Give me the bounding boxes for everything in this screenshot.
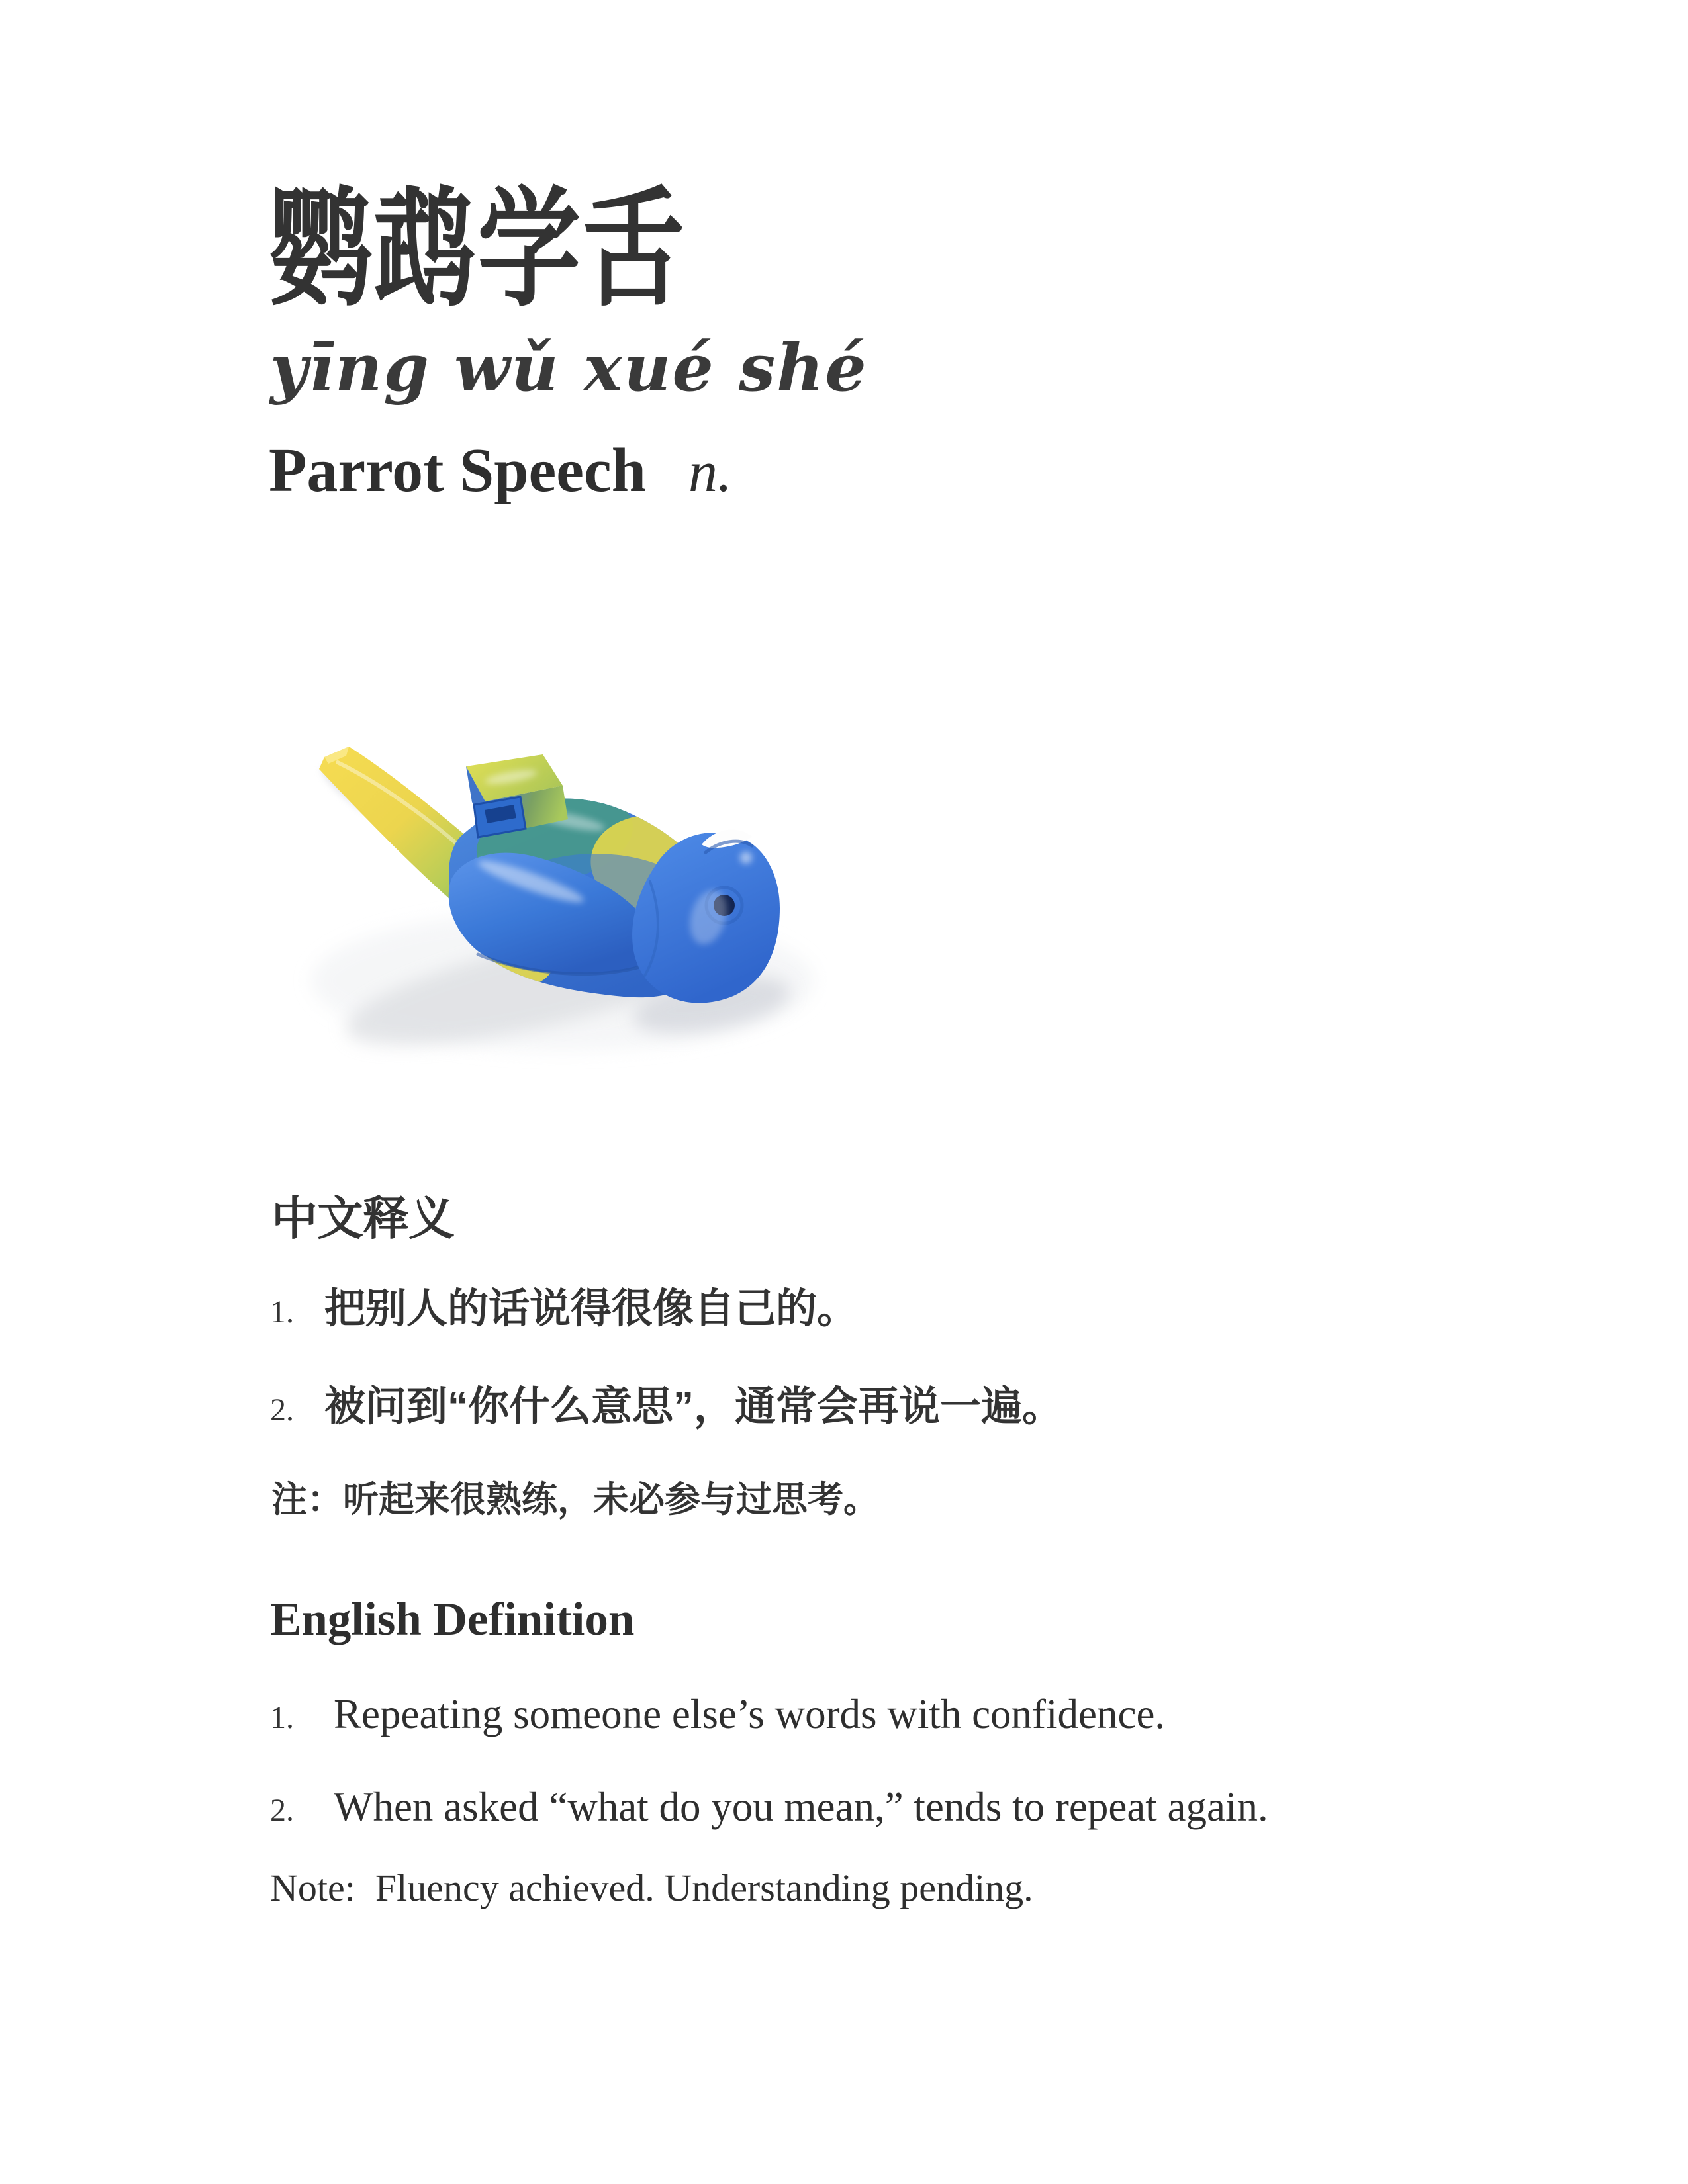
- item-text: Repeating someone else’s words with confidence.: [334, 1691, 1166, 1737]
- pinyin: yīng wǔ xué shé: [270, 330, 868, 406]
- parrot-photo: [285, 721, 827, 1092]
- english-title: Parrot Speech: [269, 436, 646, 505]
- note-text: 听起来很熟练，未必参与过思考。: [343, 1480, 879, 1520]
- item-text: When asked “what do you mean,” tends to repeat again.: [334, 1784, 1268, 1830]
- note-label: 注：: [271, 1480, 343, 1520]
- english-definition-item: [270, 1690, 1165, 1738]
- chinese-definition-item: [270, 1383, 1063, 1430]
- chinese-section-heading: 中文释义: [271, 1193, 454, 1244]
- item-number: 1.: [270, 1700, 294, 1735]
- hanzi-title: 鹦鹉学舌: [269, 177, 686, 322]
- chinese-note: [271, 1479, 879, 1520]
- english-title-row: [269, 436, 732, 505]
- english-definition-item: [270, 1783, 1268, 1831]
- chinese-definition-item: [270, 1285, 858, 1332]
- part-of-speech: n.: [688, 440, 732, 504]
- english-section-heading: English Definition: [270, 1594, 635, 1645]
- english-note: [270, 1866, 1033, 1911]
- item-text: 把别人的话说得很像自己的。: [324, 1286, 859, 1332]
- item-number: 2.: [270, 1793, 294, 1828]
- note-text: Fluency achieved. Understanding pending.: [375, 1866, 1033, 1909]
- note-label: Note:: [270, 1866, 355, 1909]
- item-text: 被问到“你什么意思”，通常会再说一遍。: [324, 1384, 1064, 1430]
- item-number: 2.: [270, 1392, 294, 1428]
- item-number: 1.: [270, 1295, 294, 1330]
